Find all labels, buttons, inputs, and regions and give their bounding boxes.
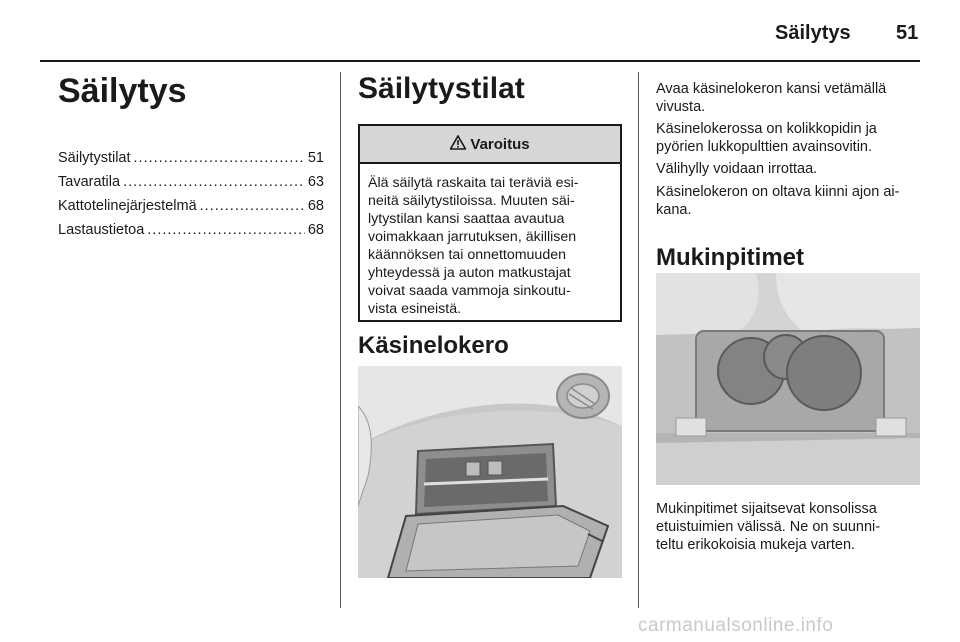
warning-line: käännöksen tai onnettomuuden bbox=[368, 247, 566, 263]
text-line: Käsinelokerossa on kolikkopidin ja bbox=[656, 121, 877, 137]
paragraph bbox=[656, 160, 924, 178]
paragraph bbox=[656, 80, 924, 116]
toc-page: 63 bbox=[307, 174, 324, 190]
text-line: Avaa käsinelokeron kansi vetämällä bbox=[656, 81, 887, 97]
toc-entry[interactable] bbox=[58, 222, 324, 246]
toc-entry[interactable] bbox=[58, 198, 324, 222]
watermark: carmanualsonline.info bbox=[638, 615, 834, 636]
warning-line: voivat saada vammoja sinkoutu- bbox=[368, 283, 571, 299]
column-divider bbox=[638, 72, 639, 608]
paragraph bbox=[656, 183, 924, 219]
warning-line: vista esineistä. bbox=[368, 301, 462, 317]
subsection-title: Käsinelokero bbox=[358, 332, 509, 359]
warning-box bbox=[358, 124, 622, 322]
toc-page: 51 bbox=[307, 150, 324, 166]
warning-line: yhteydessä ja auton matkustajat bbox=[368, 265, 571, 281]
text-line: Mukinpitimet sijaitsevat konsolissa bbox=[656, 501, 877, 517]
subsection-title: Mukinpitimet bbox=[656, 244, 804, 271]
warning-line: neitä säilytystiloissa. Muuten säi- bbox=[368, 193, 575, 209]
glovebox-illustration bbox=[358, 366, 622, 578]
toc-entry[interactable] bbox=[58, 150, 324, 174]
section-title: Säilytystilat bbox=[358, 72, 525, 105]
toc-page: 68 bbox=[307, 198, 324, 214]
text-line: etuistuimien välissä. Ne on suunni- bbox=[656, 519, 881, 535]
warning-line: Älä säilytä raskaita tai teräviä esi- bbox=[368, 175, 579, 191]
text-line: Käsinelokeron on oltava kiinni ajon ai- bbox=[656, 184, 900, 200]
toc-leader bbox=[134, 150, 305, 166]
text-line: teltu erikokoisia mukeja varten. bbox=[656, 537, 856, 553]
toc-leader bbox=[147, 222, 305, 238]
toc-leader bbox=[123, 174, 305, 190]
text-line: pyörien lukkopulttien avainsovitin. bbox=[656, 139, 873, 155]
cupholder-illustration bbox=[656, 273, 920, 485]
paragraph bbox=[656, 120, 924, 156]
column-divider bbox=[340, 72, 341, 608]
toc-label: Kattotelinejärjestelmä bbox=[58, 198, 197, 214]
text-line: vivusta. bbox=[656, 99, 706, 115]
page-number: 51 bbox=[896, 22, 919, 44]
warning-line: lytystilan kansi saattaa avautua bbox=[368, 211, 565, 227]
warning-header bbox=[360, 126, 620, 164]
toc-label: Säilytystilat bbox=[58, 150, 131, 166]
warning-line: voimakkaan jarrutuksen, äkillisen bbox=[368, 229, 577, 245]
caption bbox=[656, 500, 924, 554]
toc-leader bbox=[200, 198, 305, 214]
toc-label: Lastaustietoa bbox=[58, 222, 145, 238]
warning-heading: Varoitus bbox=[470, 135, 530, 153]
toc-entry[interactable] bbox=[58, 174, 324, 198]
table-of-contents bbox=[58, 150, 324, 246]
text-line: Välihylly voidaan irrottaa. bbox=[656, 161, 818, 177]
warning-triangle-icon bbox=[450, 135, 466, 154]
text-line: kana. bbox=[656, 202, 692, 218]
toc-page: 68 bbox=[307, 222, 324, 238]
toc-label: Tavaratila bbox=[58, 174, 121, 190]
warning-text bbox=[360, 164, 620, 318]
header-title: Säilytys bbox=[775, 22, 851, 44]
chapter-title: Säilytys bbox=[58, 72, 187, 110]
header-rule bbox=[40, 60, 920, 62]
